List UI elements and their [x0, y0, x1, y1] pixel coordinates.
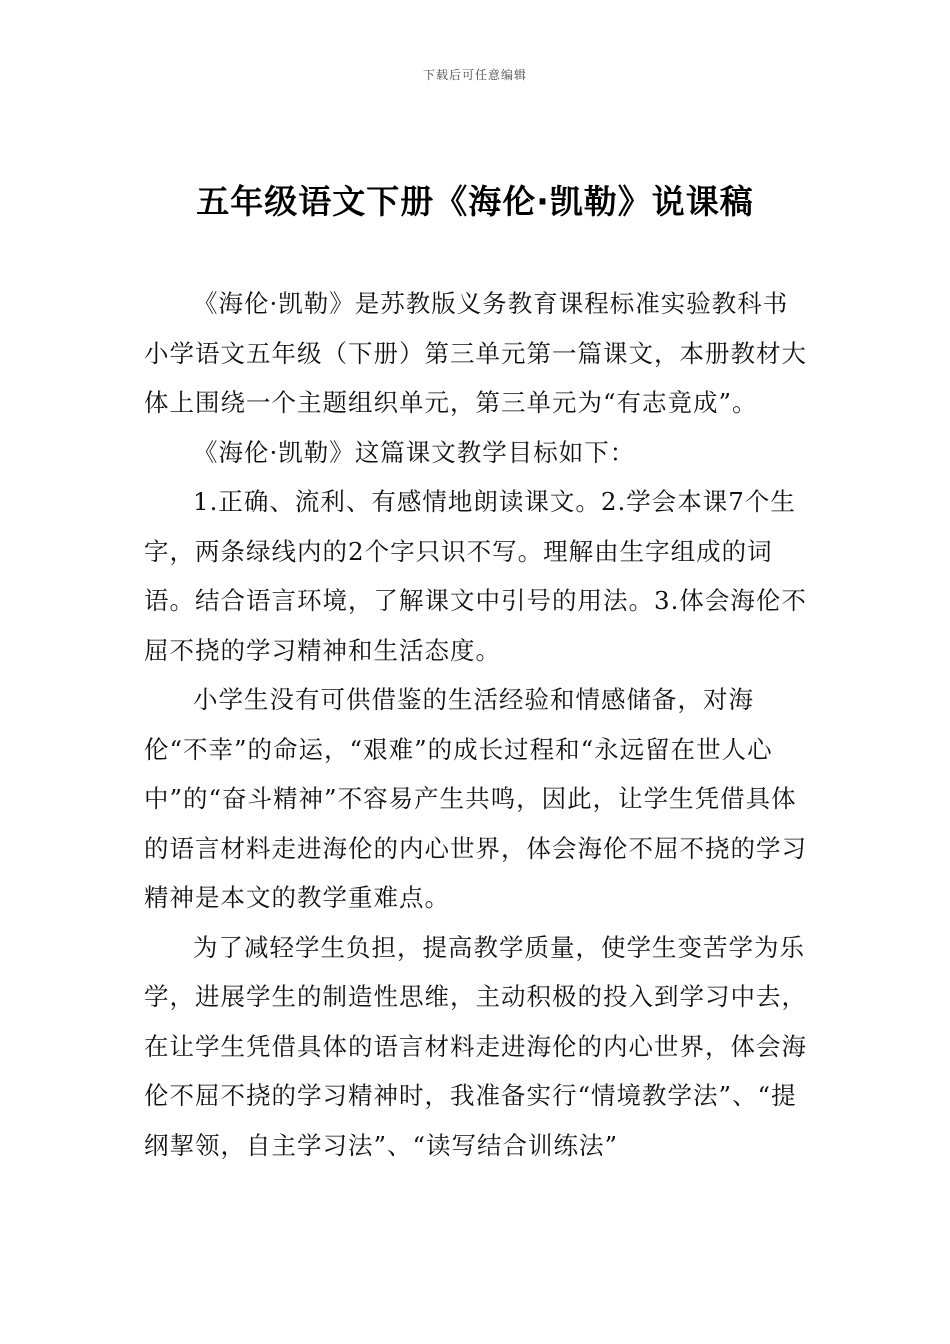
paragraph-difficulties: 小学生没有可供借鉴的生活经验和情感储备，对海伦“不幸”的命运，“艰难”的成长过程和“永远留在世人心中”的“奋斗精神”不容易产生共鸣，因此，让学生凭借具体的语言材料走进海伦的内心世界，体会海伦不屈不挠的学习精神是本文的教学重难点。	[144, 685, 807, 912]
paragraph-intro: 《海伦·凯勒》是苏教版义务教育课程标准实验教科书小学语文五年级（下册）第三单元第一篇课文，本册教材大体上围绕一个主题组织单元，第三单元为“有志竟成”。	[144, 289, 807, 417]
paragraph-goals-heading: 《海伦·凯勒》这篇课文教学目标如下：	[193, 437, 636, 467]
paragraph-goals-list: 1.正确、流利、有感情地朗读课文。2.学会本课7个生字，两条绿线内的2个字只识不写。理解由生字组成的词语。结合语言环境，了解课文中引号的用法。3.体会海伦不屈不挠的学习精神和生活态度。	[144, 487, 807, 665]
page-title: 五年级语文下册《海伦·凯勒》说课稿	[196, 182, 754, 221]
header-note: 下载后可任意编辑	[422, 68, 527, 82]
paragraph-methods: 为了减轻学生负担，提高教学质量，使学生变苦学为乐学，进展学生的制造性思维，主动积极的投入到学习中去，在让学生凭借具体的语言材料走进海伦的内心世界，体会海伦不屈不挠的学习精神时，我准备实行“情境教学法”、“提纲挈领，自主学习法”、“读写结合训练法”	[144, 932, 807, 1160]
document-body	[144, 279, 808, 1170]
